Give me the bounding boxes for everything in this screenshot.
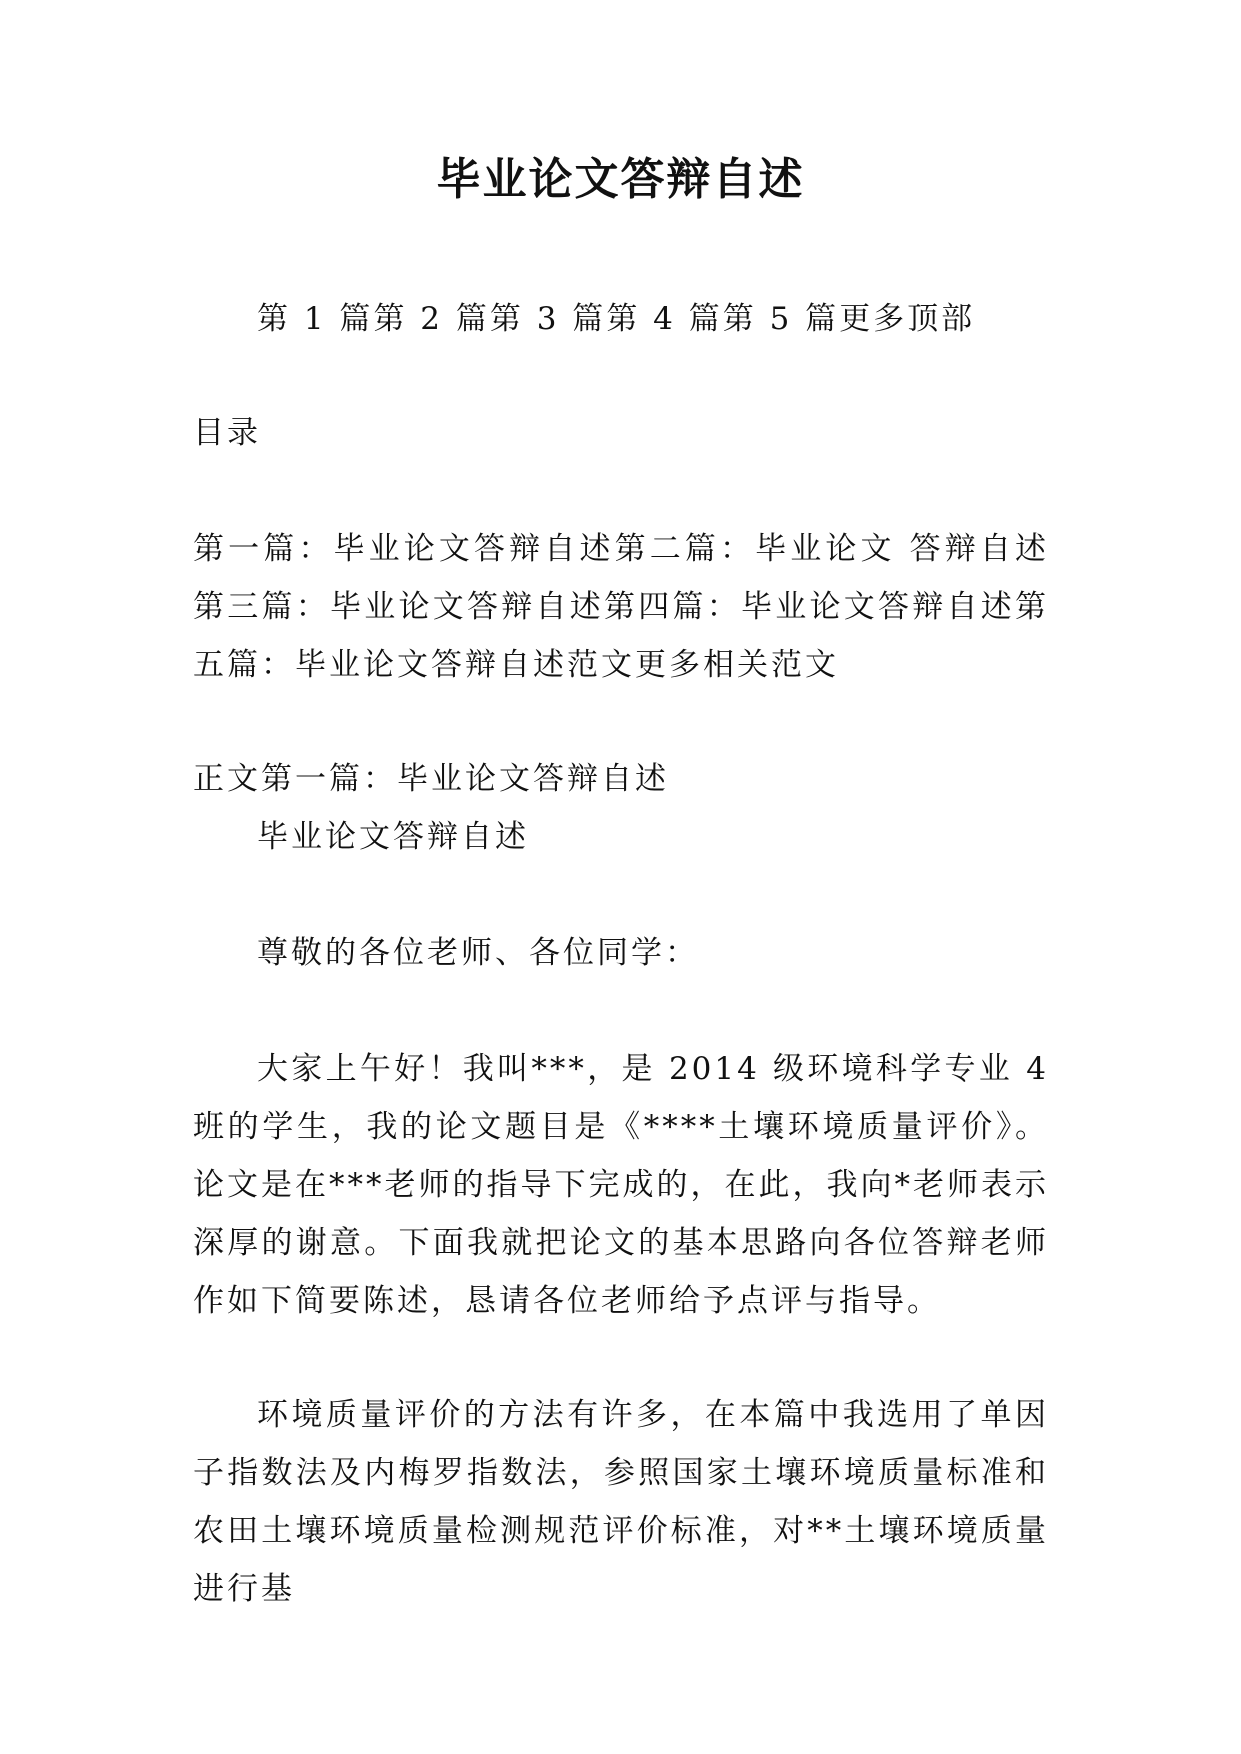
article-title: 毕业论文答辩自述 [257,819,529,855]
nav-item-part-2[interactable]: 第 2 篇 [373,301,490,337]
main-section-heading: 正文第一篇：毕业论文答辩自述 [193,761,669,797]
nav-item-more[interactable]: 更多 [839,301,908,337]
nav-item-top[interactable]: 顶部 [907,301,976,337]
nav-item-part-5[interactable]: 第 5 篇 [722,301,840,337]
toc-entries: 第一篇：毕业论文答辩自述第二篇：毕业论文 答辩自述第三篇：毕业论文答辩自述第四篇：毕业论文答辩自述第五篇：毕业论文答辩自述范文更多相关范文 [193,531,1049,683]
salutation: 尊敬的各位老师、各位同学： [257,935,699,971]
section-nav [193,290,1049,348]
toc-heading: 目录 [193,415,261,451]
document-title: 毕业论文答辩自述 [436,154,805,205]
body-paragraph: 大家上午好！我叫***，是 2014 级环境科学专业 4 班的学生，我的论文题目是《****土壤环境质量评价》。论文是在***老师的指导下完成的，在此，我向*老师表示深厚的谢意。下面我就把论文的基本思路向各位答辩老师作如下简要陈述，恳请各位老师给予点评与指导。 [193,1051,1049,1319]
nav-item-part-4[interactable]: 第 4 篇 [606,301,723,337]
body-paragraph: 环境质量评价的方法有许多，在本篇中我选用了单因子指数法及内梅罗指数法，参照国家土壤环境质量标准和农田土壤环境质量检测规范评价标准，对**土壤环境质量进行基 [193,1397,1049,1607]
nav-item-part-1[interactable]: 第 1 篇 [257,301,374,337]
nav-item-part-3[interactable]: 第 3 篇 [489,301,607,337]
